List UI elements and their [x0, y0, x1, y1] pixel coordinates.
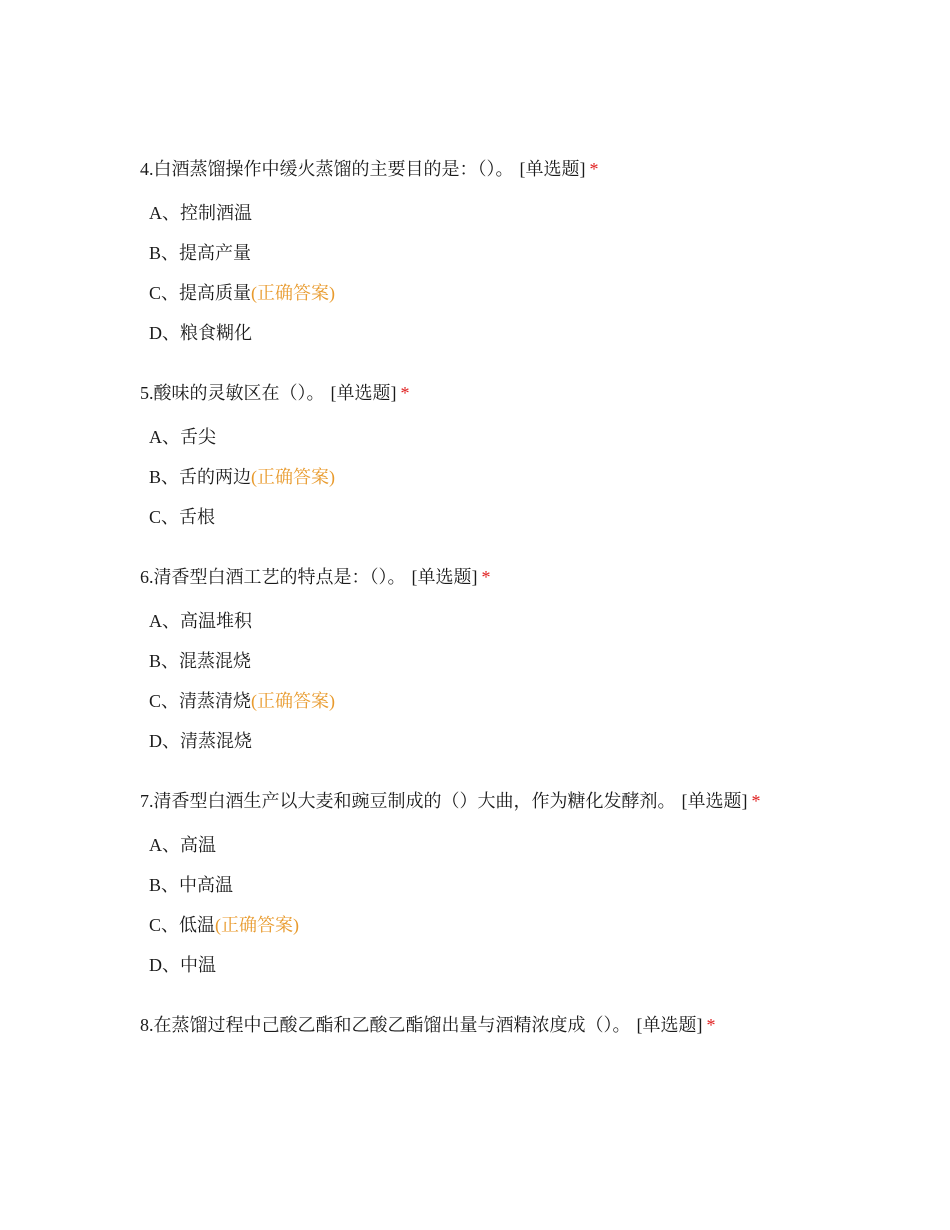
correct-answer-label: (正确答案)	[251, 467, 336, 487]
correct-answer-label: (正确答案)	[251, 691, 336, 711]
option-text: A、高温堆积	[149, 611, 252, 631]
question-7	[140, 787, 920, 979]
question-title	[140, 379, 920, 407]
option-text: A、舌尖	[149, 427, 216, 447]
question-text: 7.清香型白酒生产以大麦和豌豆制成的（）大曲，作为糖化发酵剂。	[140, 791, 676, 811]
option-d[interactable]	[140, 727, 920, 755]
option-c[interactable]	[140, 911, 920, 939]
question-title	[140, 787, 920, 815]
option-c[interactable]	[140, 279, 920, 307]
option-text: D、中温	[149, 955, 216, 975]
option-c[interactable]	[140, 503, 920, 531]
option-a[interactable]	[140, 199, 920, 227]
option-text: D、清蒸混烧	[149, 731, 252, 751]
question-title	[140, 1011, 920, 1039]
option-a[interactable]	[140, 607, 920, 635]
question-title	[140, 563, 920, 591]
option-a[interactable]	[140, 831, 920, 859]
option-text: C、低温	[149, 915, 216, 935]
option-b[interactable]	[140, 239, 920, 267]
question-text: 5.酸味的灵敏区在（）。	[140, 383, 325, 403]
option-d[interactable]	[140, 951, 920, 979]
question-type: [单选题]	[681, 791, 748, 811]
question-6	[140, 563, 920, 755]
required-mark: *	[481, 567, 491, 587]
option-b[interactable]	[140, 871, 920, 899]
option-text: B、提高产量	[149, 243, 252, 263]
option-b[interactable]	[140, 463, 920, 491]
question-type: [单选题]	[519, 159, 586, 179]
option-b[interactable]	[140, 647, 920, 675]
option-a[interactable]	[140, 423, 920, 451]
question-type: [单选题]	[636, 1015, 703, 1035]
required-mark: *	[589, 159, 599, 179]
question-title	[140, 155, 920, 183]
question-text: 4.白酒蒸馏操作中缓火蒸馏的主要目的是：（）。	[140, 159, 514, 179]
required-mark: *	[706, 1015, 716, 1035]
option-text: C、提高质量	[149, 283, 252, 303]
required-mark: *	[400, 383, 410, 403]
required-mark: *	[751, 791, 761, 811]
question-text: 8.在蒸馏过程中己酸乙酯和乙酸乙酯馏出量与酒精浓度成（）。	[140, 1015, 631, 1035]
option-text: C、舌根	[149, 507, 216, 527]
option-text: C、清蒸清烧	[149, 691, 252, 711]
question-text: 6.清香型白酒工艺的特点是：（）。	[140, 567, 406, 587]
option-text: A、控制酒温	[149, 203, 252, 223]
option-text: A、高温	[149, 835, 216, 855]
option-d[interactable]	[140, 319, 920, 347]
correct-answer-label: (正确答案)	[251, 283, 336, 303]
correct-answer-label: (正确答案)	[215, 915, 300, 935]
option-text: B、舌的两边	[149, 467, 252, 487]
option-c[interactable]	[140, 687, 920, 715]
question-5	[140, 379, 920, 531]
question-type: [单选题]	[330, 383, 397, 403]
option-text: B、混蒸混烧	[149, 651, 252, 671]
option-text: D、粮食糊化	[149, 323, 252, 343]
question-list	[140, 155, 920, 1071]
question-4	[140, 155, 920, 347]
question-type: [单选题]	[411, 567, 478, 587]
question-8	[140, 1011, 920, 1039]
option-text: B、中高温	[149, 875, 234, 895]
